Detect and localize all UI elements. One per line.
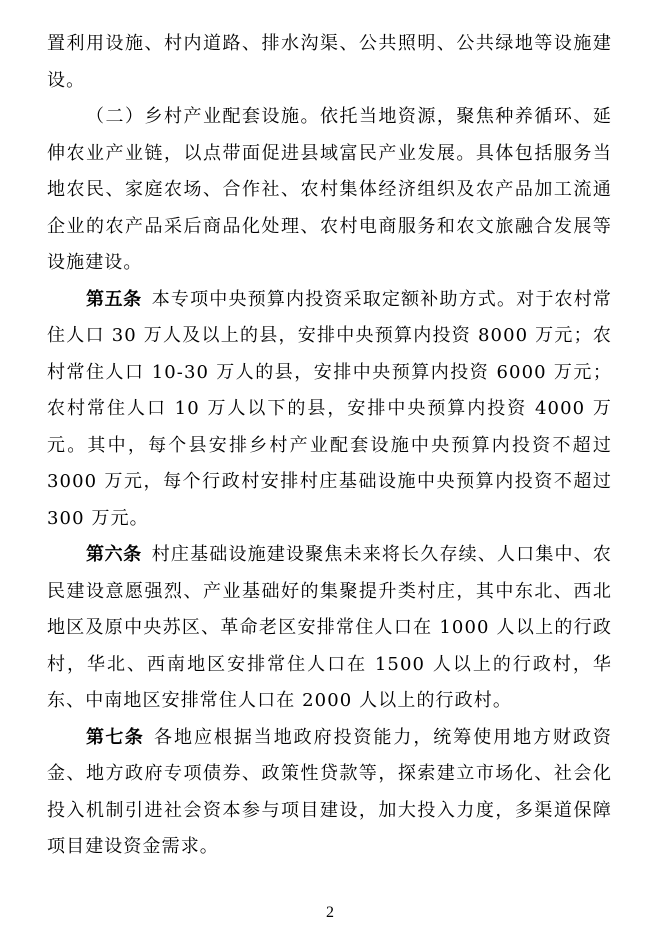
article-5	[47, 282, 612, 538]
article-7	[47, 720, 612, 866]
paragraph-text: 置利用设施、村内道路、排水沟渠、公共照明、公共绿地等设施建设。	[47, 33, 612, 91]
article-6	[47, 537, 612, 720]
paragraph-text: 各地应根据当地政府投资能力，统筹使用地方财政资金、地方政府专项债券、政策性贷款等，探索建立市场化、社会化投入机制引进社会资本参与项目建设，加大投入力度，多渠道保障项目建设资金需求。	[47, 726, 612, 857]
paragraph-text: 村庄基础设施建设聚焦未来将长久存续、人口集中、农民建设意愿强烈、产业基础好的集聚提升类村庄，其中东北、西北地区及原中央苏区、革命老区安排常住人口在 1000 人以上的行政村，华北、西南地区安排常住人口在 1500 人以上的行政村，华东、中南地区安排常住人口在 2000 人以上的行政村。	[47, 544, 612, 711]
article-heading: 第七条	[86, 726, 145, 748]
paragraph-rural-industry	[47, 99, 612, 282]
paragraph-text: （二）乡村产业配套设施。依托当地资源，聚焦种养循环、延伸农业产业链，以点带面促进县域富民产业发展。具体包括服务当地农民、家庭农场、合作社、农村集体经济组织及农产品加工流通企业的农产品采后商品化处理、农村电商服务和农文旅融合发展等设施建设。	[47, 106, 612, 273]
paragraph-text: 本专项中央预算内投资采取定额补助方式。对于农村常住人口 30 万人及以上的县，安排中央预算内投资 8000 万元；农村常住人口 10-30 万人的县，安排中央预算内投资 6000 万元；农村常住人口 10 万人以下的县，安排中央预算内投资 4000 万元。其中，每个县安排乡村产业配套设施中央预算内投资不超过 3000 万元，每个行政村安排村庄基础设施中央预算内投资不超过 300 万元。	[47, 288, 612, 529]
document-body	[47, 26, 612, 866]
page-number: 2	[326, 904, 334, 921]
paragraph-continuation	[47, 26, 612, 99]
article-heading: 第六条	[86, 544, 142, 565]
article-heading: 第五条	[86, 288, 142, 310]
